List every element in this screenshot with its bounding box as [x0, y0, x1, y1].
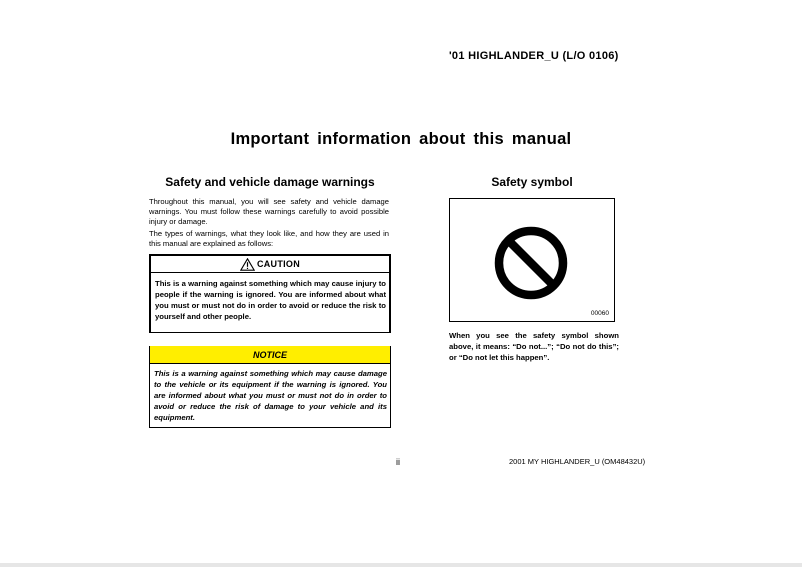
caution-label: CAUTION [256, 259, 301, 269]
figure-code: 00060 [590, 310, 609, 317]
page-number: ii [396, 457, 400, 467]
types-paragraph: The types of warnings, what they look like, and how they are used in this manual are explained as follows: [149, 229, 389, 249]
section-heading-safety-symbol: Safety symbol [491, 175, 573, 189]
caution-box [149, 254, 391, 333]
notice-header [150, 346, 390, 364]
caution-header [151, 254, 389, 273]
warning-triangle-icon [240, 258, 255, 271]
page-bottom-edge [0, 563, 802, 567]
safety-symbol-figure [449, 198, 615, 322]
notice-label: NOTICE [252, 349, 287, 360]
intro-paragraph: Throughout this manual, you will see safety and vehicle damage warnings. You must follow these warnings carefully to avoid possible injury or damage. [149, 197, 389, 227]
document-code: '01 HIGHLANDER_U (L/O 0106) [449, 50, 619, 62]
prohibition-icon [493, 225, 569, 301]
caution-text: This is a warning against something which may cause injury to people if the warning is ignored. You are informed about what you must or must not do in order to avoid or reduce the risk to yourself and other people. [155, 279, 386, 321]
section-heading-warnings: Safety and vehicle damage warnings [165, 175, 375, 189]
page-title: Important information about this manual [230, 130, 572, 148]
notice-text: This is a warning against something which may cause damage to the vehicle or its equipment if the warning is ignored. You are informed about what you must or must not do in order to avoid or reduce the risk of damage to your vehicle and its equipment. [154, 369, 387, 422]
footer-code: 2001 MY HIGHLANDER_U (OM48432U) [509, 457, 646, 466]
notice-box [149, 346, 391, 428]
safety-symbol-explanation: When you see the safety symbol shown above, it means: “Do not...”; “Do not do this”; or “Do not let this happen”. [449, 331, 619, 362]
